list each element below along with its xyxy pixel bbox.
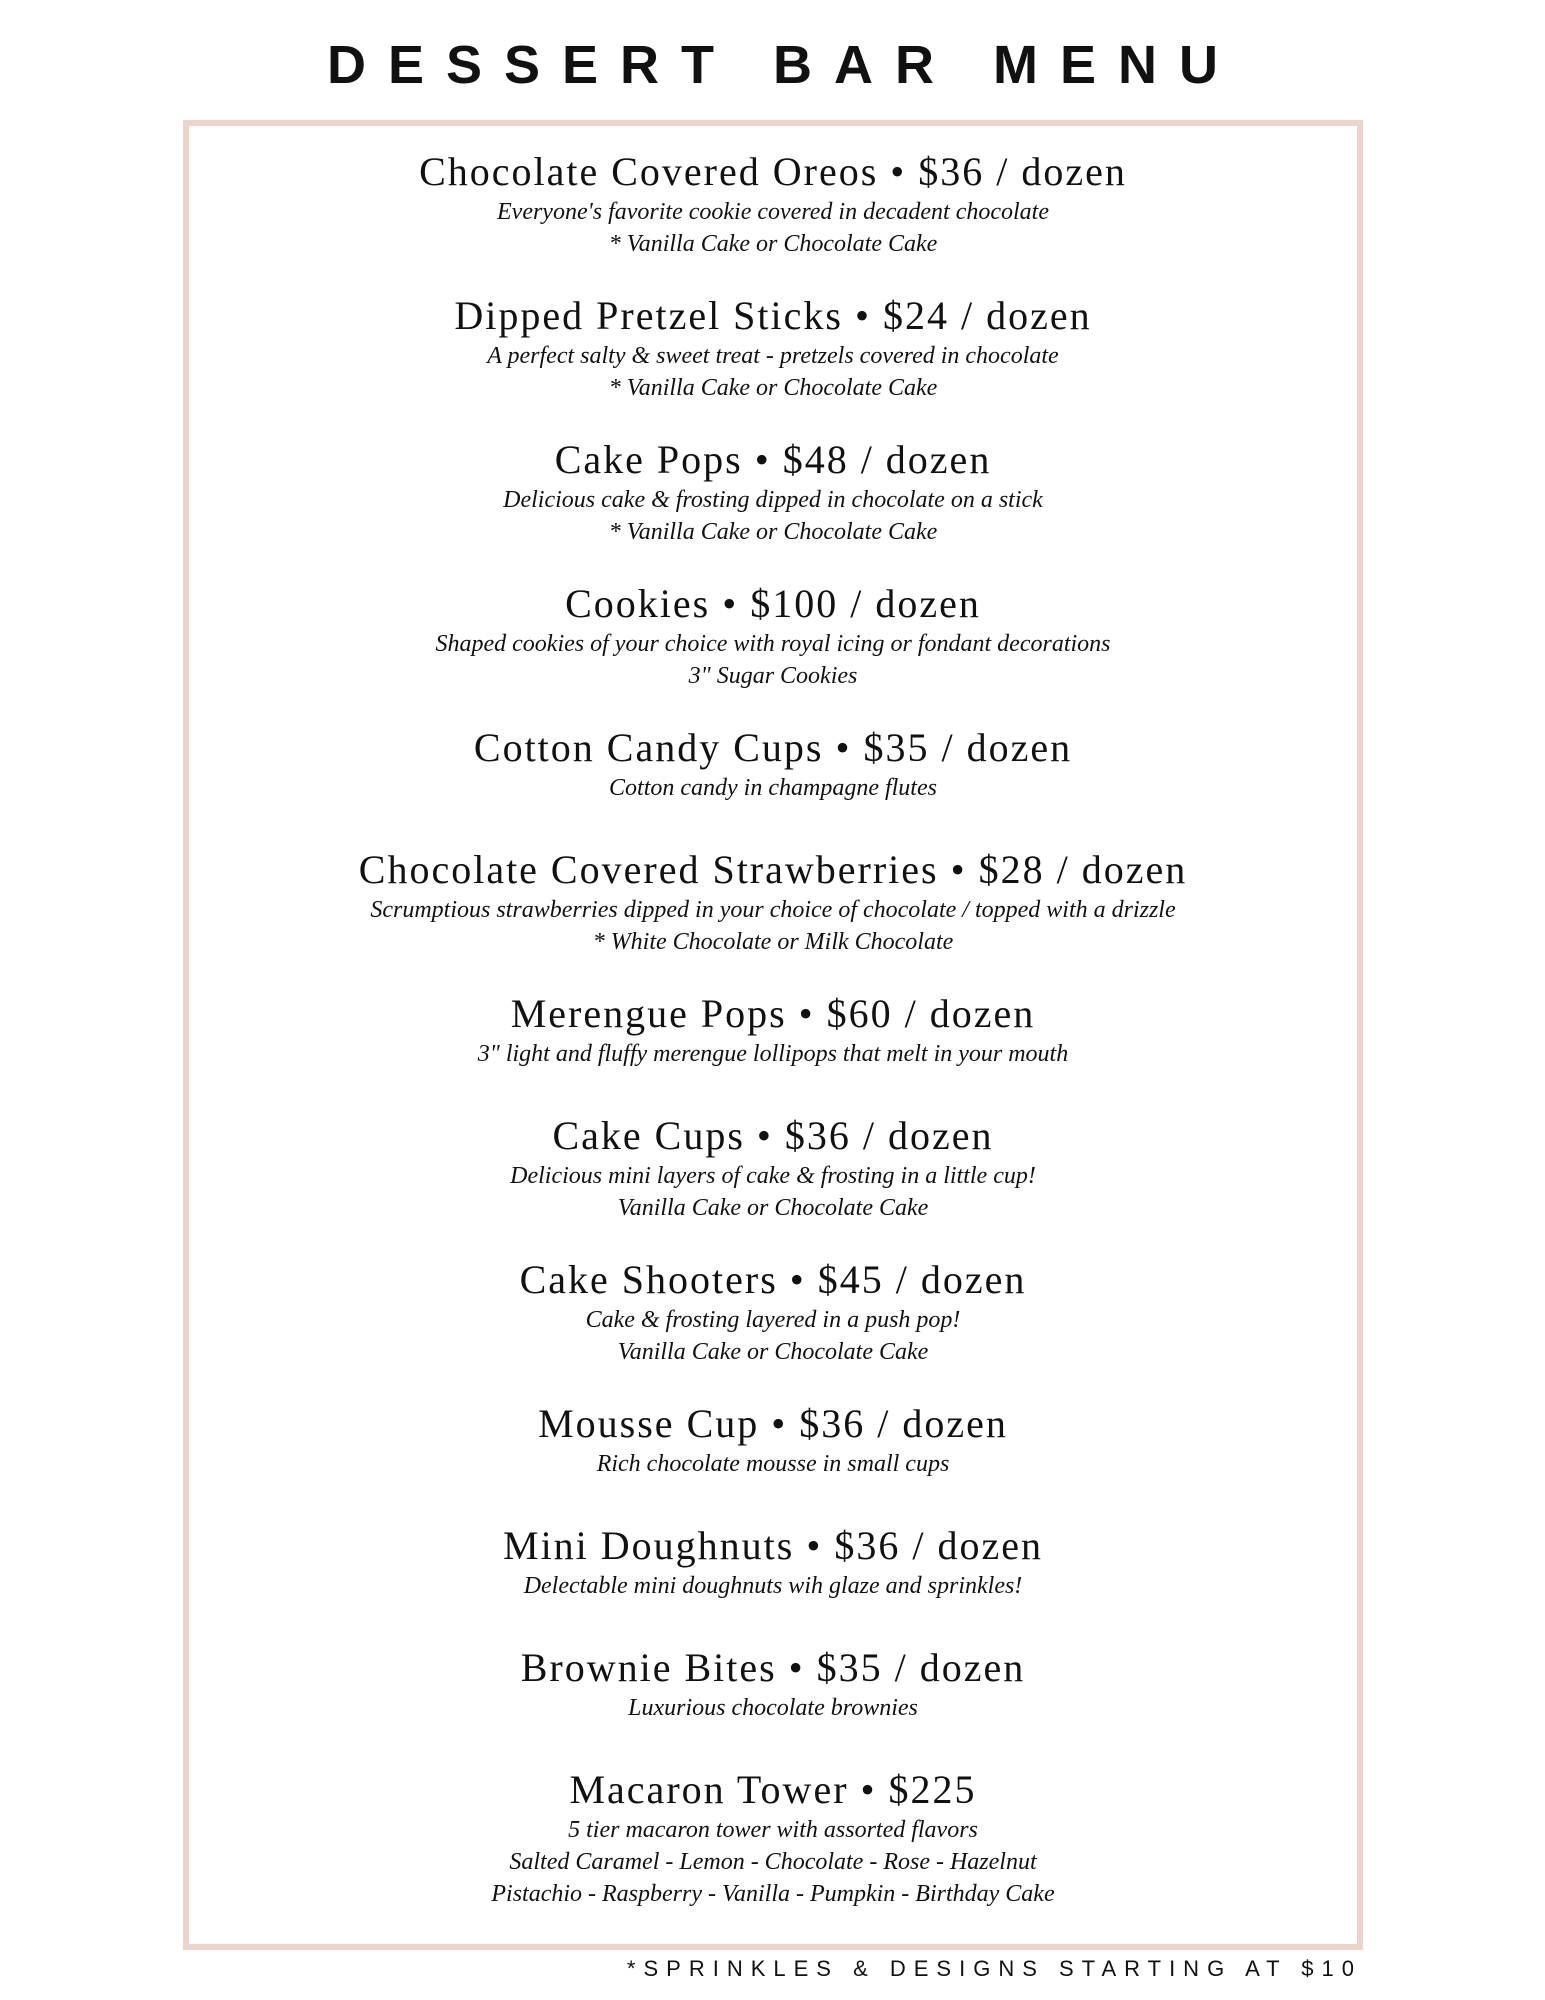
menu-item-description: 3" light and fluffy merengue lollipops that melt in your mouth — [477, 1041, 1069, 1067]
menu-item — [183, 1766, 1363, 1910]
menu-item-title: Mini Doughnuts • $36 / dozen — [503, 1523, 1043, 1568]
menu-item-title: Cake Pops • $48 / dozen — [554, 437, 992, 482]
menu-item — [183, 1112, 1363, 1224]
menu-item-description: A perfect salty & sweet treat - pretzels covered in chocolate — [487, 343, 1059, 369]
menu-item-description: Luxurious chocolate brownies — [628, 1695, 918, 1721]
menu-item-description: Rich chocolate mousse in small cups — [596, 1451, 950, 1477]
menu-item-description: Cake & frosting layered in a push pop! — [585, 1307, 961, 1333]
menu-item — [183, 1522, 1363, 1602]
menu-item-option: * Vanilla Cake or Chocolate Cake — [608, 519, 938, 545]
menu-item-description: Delectable mini doughnuts wih glaze and sprinkles! — [523, 1573, 1023, 1599]
menu-item-flavors: Salted Caramel - Lemon - Chocolate - Rose - Hazelnut — [509, 1849, 1037, 1875]
menu-item — [183, 148, 1363, 260]
footer-note: *SPRINKLES & DESIGNS STARTING AT $10 — [626, 1956, 1362, 1981]
menu-item-title: Merengue Pops • $60 / dozen — [510, 991, 1036, 1036]
menu-title: DESSERT BAR MENU — [326, 35, 1241, 95]
menu-item-title: Dipped Pretzel Sticks • $24 / dozen — [454, 293, 1092, 338]
menu-item-option: Vanilla Cake or Chocolate Cake — [617, 1195, 929, 1221]
menu-item — [183, 1644, 1363, 1724]
menu-item-list — [183, 148, 1363, 1910]
menu-item-description: Scrumptious strawberries dipped in your choice of chocolate / topped with a drizzle — [370, 897, 1176, 923]
menu-item-title: Cotton Candy Cups • $35 / dozen — [473, 725, 1073, 770]
menu-item — [183, 1256, 1363, 1368]
menu-item — [183, 846, 1363, 958]
menu-item-description: Delicious cake & frosting dipped in chocolate on a stick — [503, 487, 1043, 513]
menu-item — [183, 1400, 1363, 1480]
menu-item-title: Macaron Tower • $225 — [569, 1767, 977, 1812]
menu-item-title: Mousse Cup • $36 / dozen — [538, 1401, 1008, 1446]
menu-item — [183, 724, 1363, 804]
menu-item-option: * Vanilla Cake or Chocolate Cake — [608, 231, 938, 257]
menu-item-title: Cake Cups • $36 / dozen — [552, 1113, 994, 1158]
menu-item-title: Cookies • $100 / dozen — [565, 581, 981, 626]
menu-item — [183, 436, 1363, 548]
menu-item — [183, 990, 1363, 1070]
menu-item-title: Brownie Bites • $35 / dozen — [520, 1645, 1026, 1690]
menu-item-flavors: Pistachio - Raspberry - Vanilla - Pumpkin - Birthday Cake — [491, 1881, 1055, 1907]
menu-item-description: Everyone's favorite cookie covered in decadent chocolate — [497, 199, 1049, 225]
menu-item-description: Shaped cookies of your choice with royal icing or fondant decorations — [435, 631, 1111, 657]
menu-item-option: Vanilla Cake or Chocolate Cake — [617, 1339, 929, 1365]
menu-item-description: Cotton candy in champagne flutes — [609, 775, 937, 801]
menu-item-title: Chocolate Covered Strawberries • $28 / dozen — [358, 847, 1188, 892]
menu-item — [183, 580, 1363, 692]
menu-item-description: 5 tier macaron tower with assorted flavors — [568, 1817, 978, 1843]
menu-item — [183, 292, 1363, 404]
menu-item-title: Cake Shooters • $45 / dozen — [519, 1257, 1027, 1302]
menu-item-option: * Vanilla Cake or Chocolate Cake — [608, 375, 938, 401]
menu-item-option: 3" Sugar Cookies — [688, 663, 858, 689]
menu-item-option: * White Chocolate or Milk Chocolate — [592, 929, 954, 955]
menu-item-description: Delicious mini layers of cake & frosting in a little cup! — [510, 1163, 1036, 1189]
menu-item-title: Chocolate Covered Oreos • $36 / dozen — [419, 149, 1127, 194]
